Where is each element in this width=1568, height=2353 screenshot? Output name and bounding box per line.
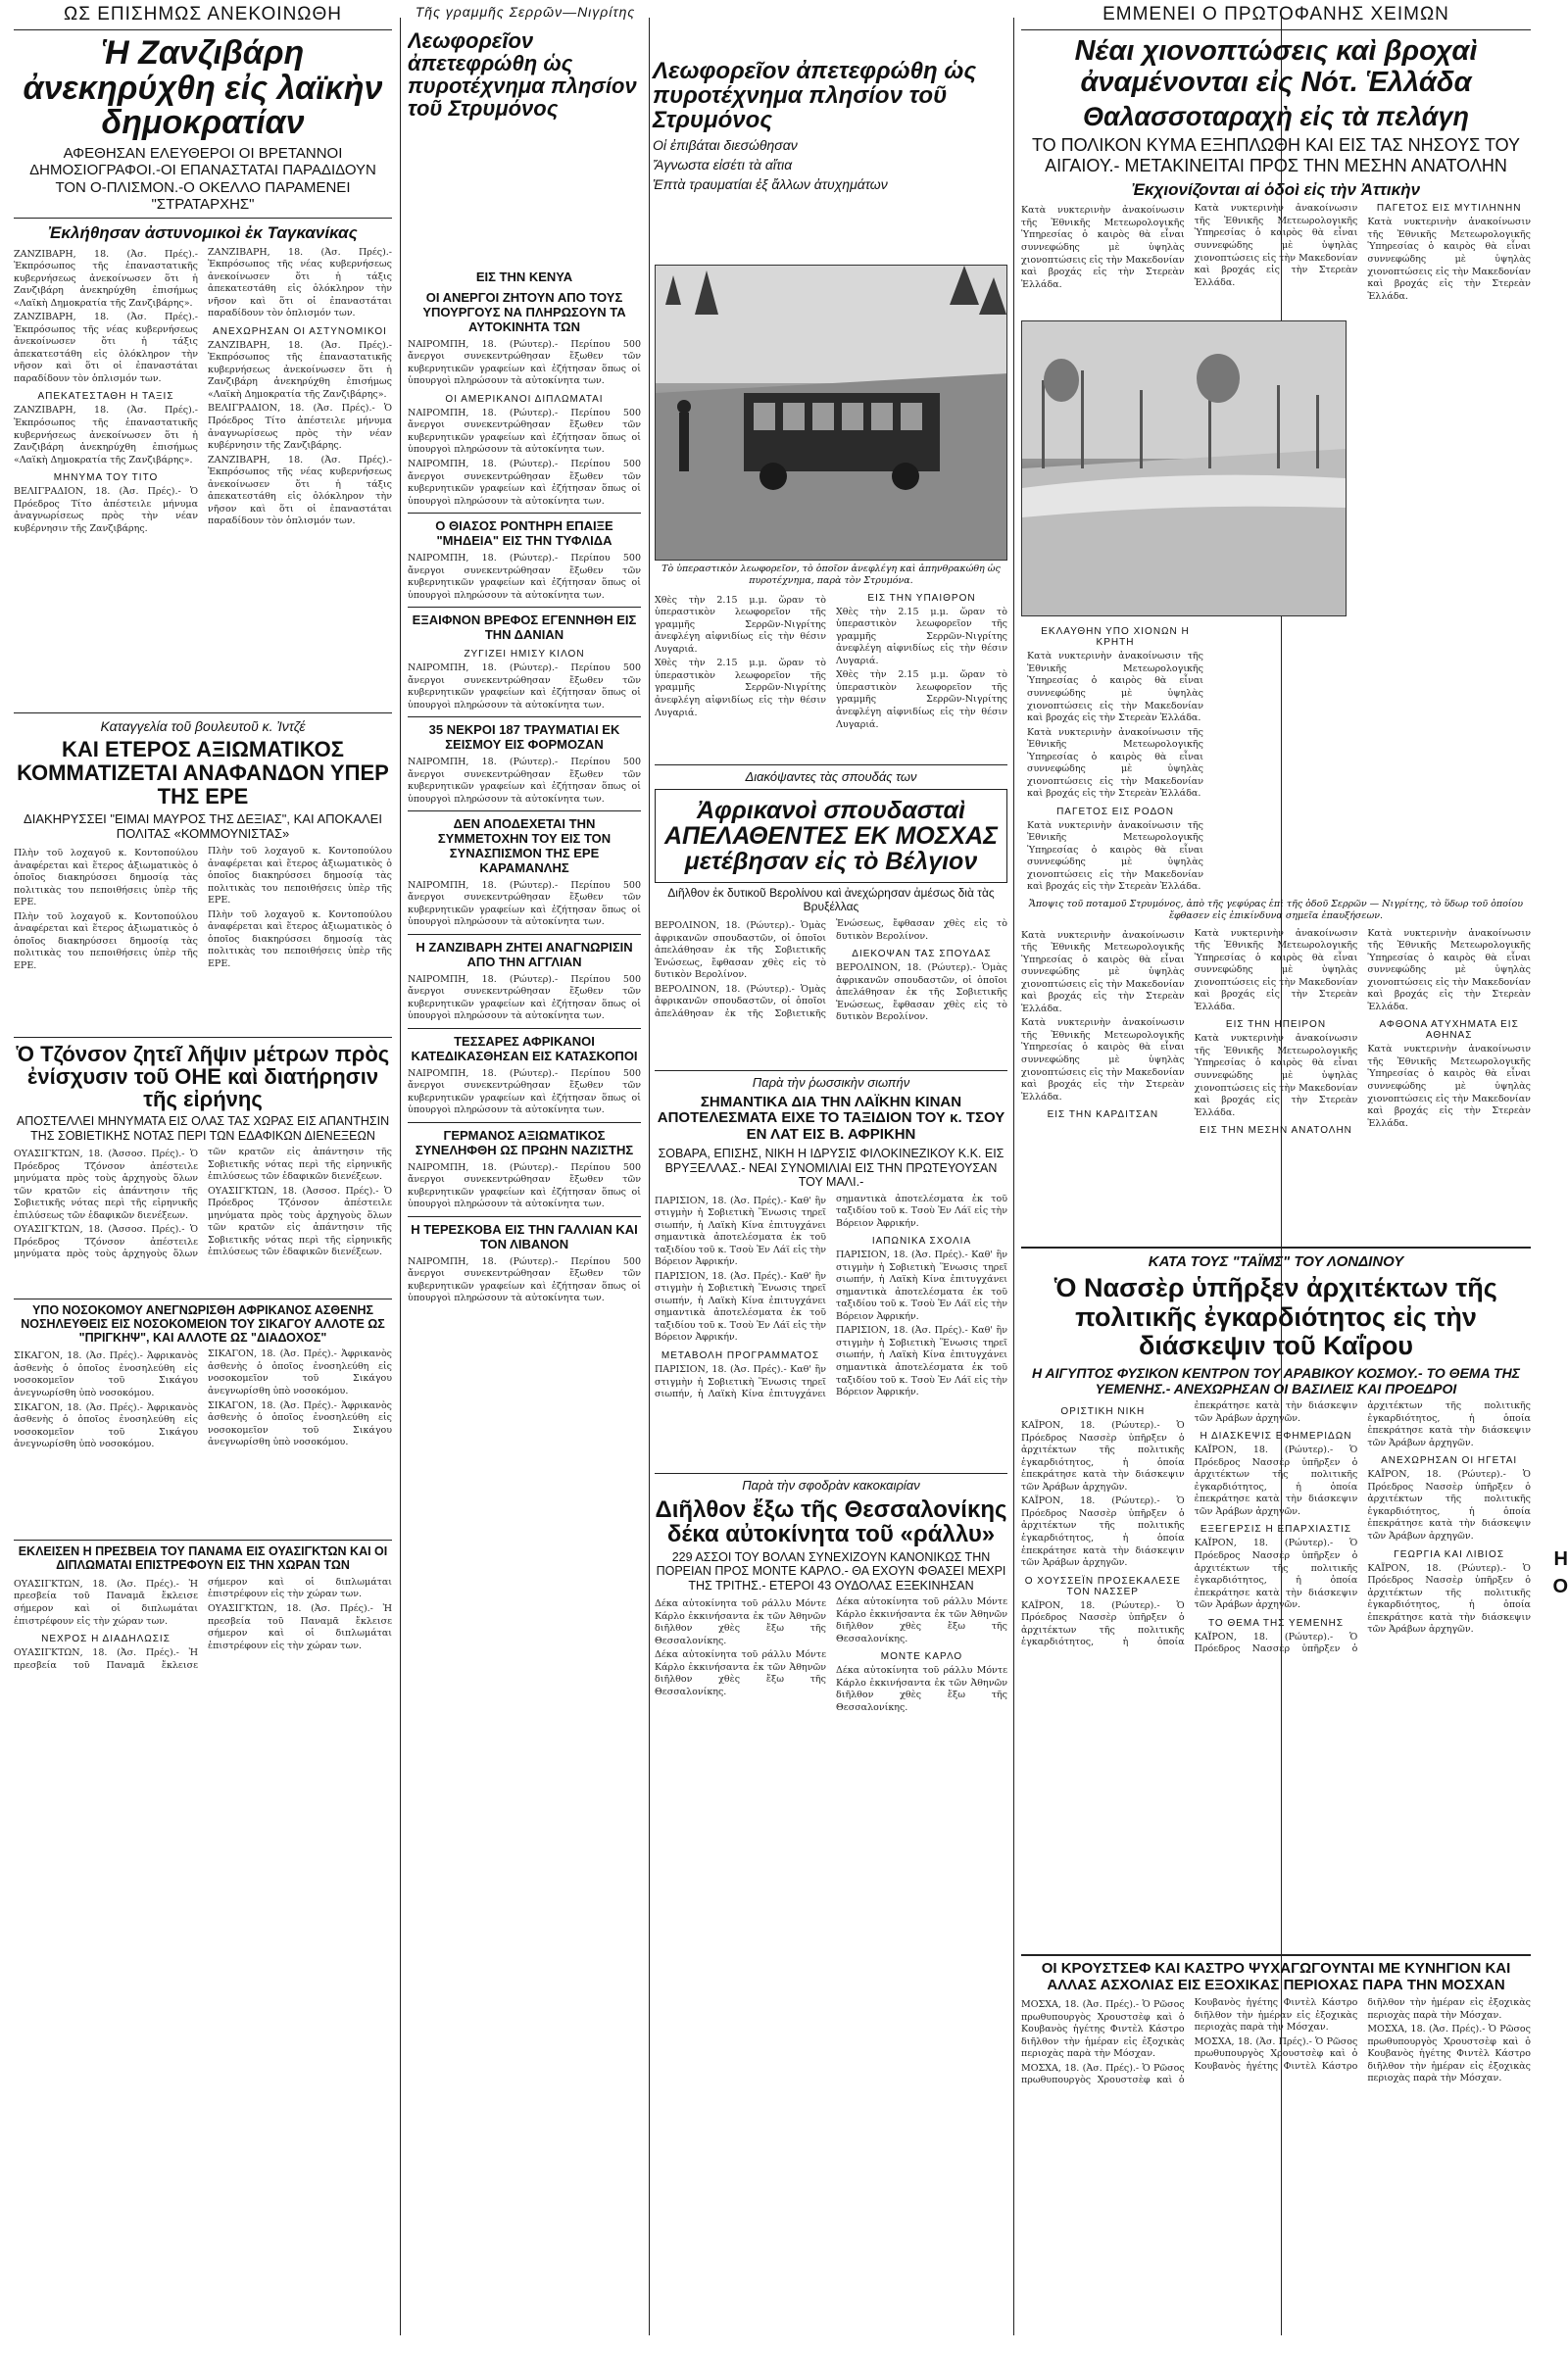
headline-bus-wide: Λεωφορεῖον ἀπετεφρώθη ὡς πυροτέχνημα πλησίον τοῦ Στρυμόνος <box>653 58 977 134</box>
deck-bus-3: Ἑπτὰ τραυματίαι ἐξ ἄλλων ἀτυχημάτων <box>653 175 888 192</box>
section-georgia: ΓΕΩΡΓΙΑ ΚΑΙ ΛΙΒΙΟΣ <box>1394 1548 1504 1560</box>
article-athens-text: Κατὰ νυκτερινὴν ἀνακοίνωσιν τῆς Ἐθνικῆς Μετεωρολογικῆς Ὑπηρεσίας ὁ καιρὸς θὰ εἶναι συννεφώδης μὲ ὑψηλὰς χιονοπτώσεις εἰς τὴν Μακεδονίαν καὶ βροχάς εἰς τὴν Στερεὰν Ἑλλάδα. <box>1367 1044 1531 1129</box>
article-zanzibar-text-5: ΖΑΝΖΙΒΑΡΗ, 18. (Ἀσ. Πρές).- Ἐκπρόσωπος τῆς ἐπαναστατικῆς κυβερνήσεως ἀνεκοίνωσεν ὅτι ἡ Ζανζιβάρη ἀνεκηρύχθη ἐπισήμως «Λαϊκὴ Δημοκρατία τῆς Ζανζιβάρης». <box>208 339 392 400</box>
article-zanzibar-text-7: ΖΑΝΖΙΒΑΡΗ, 18. (Ἀσ. Πρές).- Ἐκπρόσωπος τῆς νέας κυβερνήσεως ἀνεκοίνωσεν ὅτι ἡ τάξις ἀπεκατεστάθη εἰς ὁλόκληρον τὴν νῆσον καὶ ὅτι οἱ ἐπαναστάται παραδίδουν τὸν ὁπλισμόν των. <box>208 454 392 527</box>
article-nasser-text-7: ΚΑΪΡΟΝ, 18. (Ρώυτερ).- Ὁ Πρόεδρος Νασσὲρ ὑπῆρξεν ὁ ἀρχιτέκτων τῆς πολιτικῆς ἐγκαρδιότητος, ἡ ὁποία ἐπεκράτησε κατὰ τὴν διάσκεψιν τῶν Ἀράβων ἀρχηγῶν. <box>1367 1469 1531 1542</box>
brief-diplomats-text: ΝΑΙΡΟΜΠΗ, 18. (Ρώυτερ).- Περίπου 500 ἄνεργοι συνεκεντρώθησαν ἔξωθεν τῶν κυβερνητικῶν γραφείων καὶ ἐζήτησαν ὅπως οἱ ὑπουργοὶ πληρώσουν τὰ αὐτοκίνητα των. <box>408 407 641 456</box>
deck-students: Διῆλθον ἐκ δυτικοῦ Βερολίνου καὶ ἀνεχώρησαν ἀμέσως διὰ τὰς Βρυξέλλας <box>667 886 995 914</box>
column-rule <box>1013 18 1014 2335</box>
article-karditsa-text: Κατὰ νυκτερινὴν ἀνακοίνωσιν τῆς Ἐθνικῆς Μετεωρολογικῆς Ὑπηρεσίας ὁ καιρὸς θὰ εἶναι συννεφώδης μὲ ὑψηλὰς χιονοπτώσεις εἰς τὴν Μακεδονίαν καὶ βροχάς εἰς τὴν Στερεὰν Ἑλλάδα. <box>1194 927 1358 1012</box>
article-weather-text-4: Κατὰ νυκτερινὴν ἀνακοίνωσιν τῆς Ἐθνικῆς Μετεωρολογικῆς Ὑπηρεσίας ὁ καιρὸς θὰ εἶναι συννεφώδης μὲ ὑψηλὰς χιονοπτώσεις εἰς τὴν Μακεδονίαν καὶ βροχάς εἰς τὴν Στερεὰν Ἑλλάδα. <box>1021 929 1185 1014</box>
article-patient-text-2: ΣΙΚΑΓΟΝ, 18. (Ἀσ. Πρές).- Ἀφρικανὸς ἀσθενὴς ὁ ὁποῖος ἐνοσηλεύθη εἰς νοσοκομεῖον τοῦ Σικάγου ἀνεγνωρίσθη ὑπὸ νοσοκόμου. <box>14 1401 198 1450</box>
kicker-times: ΚΑΤΑ ΤΟΥΣ "ΤΑΪΜΣ" ΤΟΥ ΛΟΝΔΙΝΟΥ <box>1148 1252 1404 1270</box>
article-tito-text: ΒΕΛΙΓΡΑΔΙΟΝ, 18. (Ἀσ. Πρές).- Ὁ Πρόεδρος Τίτο ἀπέστειλε μήνυμα ἀναγνωρίσεως πρὸς τὴν νέαν κυβέρνησιν τῆς Ζανζιβάρης. <box>14 486 198 534</box>
deck-polar-wave: ΤΟ ΠΟΛΙΚΟΝ ΚΥΜΑ ΕΞΗΠΛΩΘΗ ΚΑΙ ΕΙΣ ΤΑΣ ΝΗΣΟΥΣ ΤΟΥ ΑΙΓΑΙΟΥ.- ΜΕΤΑΚΙΝΕΙΤΑΙ ΠΡΟΣ ΤΗΝ ΜΕΣΗΝ ΑΝΑΤΟΛΗΝ <box>1031 135 1521 176</box>
article-zanzibar-text: ΖΑΝΖΙΒΑΡΗ, 18. (Ἀσ. Πρές).- Ἐκπρόσωπος τῆς ἐπαναστατικῆς κυβερνήσεως ἀνεκοίνωσεν ὅτι ἡ Ζανζιβάρη ἀνεκηρύχθη ἐπισήμως «Λαϊκὴ Δημοκρατία τῆς Ζανζιβάρης». <box>14 248 198 309</box>
headline-rough-seas: Θαλασσοταραχὴ εἰς τὰ πελάγη <box>1082 101 1470 131</box>
deck-bus-2: Ἄγνωστα εἰσέτι τὰ αἴτια <box>653 156 793 172</box>
article-panama-text-3: ΟΥΑΣΙΓΚΤΩΝ, 18. (Ἀσ. Πρές).- Ἡ πρεσβεία τοῦ Παναμᾶ ἔκλεισε σήμερον καὶ οἱ διπλωμάται ἐπιστρέφουν εἰς τὴν χώραν των. <box>208 1602 392 1651</box>
brief-karamanlis-text: ΝΑΙΡΟΜΠΗ, 18. (Ρώυτερ).- Περίπου 500 ἄνεργοι συνεκεντρώθησαν ἔξωθεν τῶν κυβερνητικῶν γραφείων καὶ ἐζήτησαν ὅπως οἱ ὑπουργοὶ πληρώσουν τὰ αὐτοκίνητα των. <box>408 879 641 928</box>
article-patient-text: ΣΙΚΑΓΟΝ, 18. (Ἀσ. Πρές).- Ἀφρικανὸς ἀσθενὴς ὁ ὁποῖος ἐνοσηλεύθη εἰς νοσοκομεῖον τοῦ Σικάγου ἀνεγνωρίσθη ὑπὸ νοσοκόμου. <box>14 1350 198 1399</box>
article-johnson-text-2: ΟΥΑΣΙΓΚΤΩΝ, 18. (Ἀσσοσ. Πρές).- Ὁ Πρόεδρος Τζόνσον ἀπέστειλε μηνύματα πρὸς τοὺς ἀρχηγοὺς ὅλων τῶν κρατῶν εἰς ἀπάντησιν τῆς Σοβιετικῆς νότας περὶ τῆς εἰρηνικῆς ἐπιλύσεως τῶν ἐδαφικῶν διενέξεων. <box>14 1147 392 1260</box>
article-zanzibar-text-4: ΖΑΝΖΙΒΑΡΗ, 18. (Ἀσ. Πρές).- Ἐκπρόσωπος τῆς νέας κυβερνήσεως ἀνεκοίνωσεν ὅτι ἡ τάξις ἀπεκατεστάθη εἰς ὁλόκληρον τὴν νῆσον καὶ ὅτι οἱ ἐπαναστάται παραδίδουν τὸν ὁπλισμόν των. <box>208 246 392 319</box>
kicker-zanzibar: ΩΣ ΕΠΙΣΗΜΩΣ ΑΝΕΚΟΙΝΩΘΗ <box>14 0 392 30</box>
brief-tereshkova: Η ΤΕΡΕΣΚΟΒΑ ΕΙΣ ΤΗΝ ΓΑΛΛΙΑΝ ΚΑΙ ΤΟΝ ΛΙΒΑΝΟΝ <box>411 1222 638 1251</box>
brief-karamanlis: ΔΕΝ ΑΠΟΔΕΧΕΤΑΙ ΤΗΝ ΣΥΜΜΕΤΟΧΗΝ ΤΟΥ ΕΙΣ ΤΟΝ ΣΥΝΑΣΠΙΣΜΟΝ ΤΗΣ ΕΡΕ ΚΑΡΑΜΑΝΛΗΣ <box>437 816 612 875</box>
article-bus-text: Χθὲς τὴν 2.15 μ.μ. ὥραν τὸ ὑπεραστικὸν λεωφορεῖον τῆς γραμμῆς Σερρῶν-Νιγρίτης ἀνεφλέγη αἰφνιδίως εἰς τὴν θέσιν Λυγαριά. <box>655 594 826 655</box>
article-students-text: ΒΕΡΟΛΙΝΟΝ, 18. (Ρώυτερ).- Ὁμὰς ἀφρικανῶν σπουδαστῶν, οἱ ὁποῖοι ἀπελάθησαν ἐκ τῆς Σοβιετικῆς Ἑνώσεως, ἔφθασαν χθὲς εἰς τὸ δυτικὸν Βερολίνον. <box>655 920 826 981</box>
article-panama-text: ΟΥΑΣΙΓΚΤΩΝ, 18. (Ἀσ. Πρές).- Ἡ πρεσβεία τοῦ Παναμᾶ ἔκλεισε σήμερον καὶ οἱ διπλωμάται ἐπιστρέφουν εἰς τὴν χώραν των. <box>14 1578 198 1627</box>
article-crete-text: Κατὰ νυκτερινὴν ἀνακοίνωσιν τῆς Ἐθνικῆς Μετεωρολογικῆς Ὑπηρεσίας ὁ καιρὸς θὰ εἶναι συννεφώδης μὲ ὑψηλὰς χιονοπτώσεις εἰς τὴν Μακεδονίαν καὶ βροχάς εἰς τὴν Στερεὰν Ἑλλάδα. <box>1027 651 1203 724</box>
article-china-text-5: ΠΑΡΙΣΙΟΝ, 18. (Ἀσ. Πρές).- Καθ' ἣν στιγμὴν ἡ Σοβιετικὴ Ἕνωσις τηρεῖ σιωπήν, ἡ Λαϊκὴ Κίνα ἐπιτυγχάνει σημαντικὰ ἀποτελέσματα ἐκ τοῦ ταξιδίου τοῦ κ. Τσοὺ Ἐν Λάϊ εἰς τὴν Βόρειον Ἀφρικήν. <box>836 1325 1007 1398</box>
section-final-victory: ΟΡΙΣΤΙΚΗ ΝΙΚΗ <box>1060 1406 1146 1418</box>
column-center-left-briefs <box>408 265 641 2353</box>
article-khrushchev-text-4: ΜΟΣΧΑ, 18. (Ἀσ. Πρές).- Ὁ Ρῶσος πρωθυπουργὸς Χρουστσὲφ καὶ ὁ Κουβανὸς ἡγέτης Φιντὲλ Κάστρο διῆλθον τὴν ἡμέραν εἰς ἐξοχικὰς περιοχὰς παρὰ τὴν Μόσχαν. <box>1367 2024 1531 2084</box>
deck-nasser: Η ΑΙΓΥΠΤΟΣ ΦΥΣΙΚΟΝ ΚΕΝΤΡΟΝ ΤΟΥ ΑΡΑΒΙΚΟΥ ΚΟΣΜΟΥ.- ΤΟ ΘΕΜΑ ΤΗΣ ΥΕΜΕΝΗΣ.- ΑΝΕΧΩΡΗΣΑΝ ΟΙ ΒΑΣΙΛΕΙΣ ΚΑΙ ΠΡΟΕΔΡΟΙ <box>1032 1365 1520 1397</box>
deck-bus-1: Οἱ ἐπιβάται διεσώθησαν <box>653 136 798 153</box>
section-accidents-athens: ΑΦΘΟΝΑ ΑΤΥΧΗΜΑΤΑ ΕΙΣ ΑΘΗΝΑΣ <box>1379 1019 1519 1042</box>
section-monte-carlo: ΜΟΝΤΕ ΚΑΡΛΟ <box>880 1651 963 1663</box>
article-nasser-text-8: ΚΑΪΡΟΝ, 18. (Ρώυτερ).- Ὁ Πρόεδρος Νασσὲρ ὑπῆρξεν ὁ ἀρχιτέκτων τῆς πολιτικῆς ἐγκαρδιότητος, ἡ ὁποία ἐπεκράτησε κατὰ τὴν διάσκεψιν τῶν Ἀράβων ἀρχηγῶν. <box>1367 1562 1531 1636</box>
kicker-winter: ΕΜΜΕΝΕΙ Ο ΠΡΩΤΟΦΑΝΗΣ ΧΕΙΜΩΝ <box>1021 0 1531 30</box>
article-nasser-text-4: ΚΑΪΡΟΝ, 18. (Ρώυτερ).- Ὁ Πρόεδρος Νασσὲρ ὑπῆρξεν ὁ ἀρχιτέκτων τῆς πολιτικῆς ἐγκαρδιότητος, ἡ ὁποία ἐπεκράτησε κατὰ τὴν διάσκεψιν τῶν Ἀράβων ἀρχηγῶν. <box>1194 1445 1358 1517</box>
headline-snow: Νέαι χιονοπτώσεις καὶ βροχαὶ ἀναμένονται εἰς Νότ. Ἑλλάδα <box>1074 35 1478 98</box>
article-johnson-text-3: ΟΥΑΣΙΓΚΤΩΝ, 18. (Ἀσσοσ. Πρές).- Ὁ Πρόεδρος Τζόνσον ἀπέστειλε μηνύματα πρὸς τοὺς ἀρχηγοὺς ὅλων τῶν κρατῶν εἰς ἀπάντησιν τῆς Σοβιετικῆς νότας περὶ τῆς εἰρηνικῆς ἐπιλύσεως τῶν ἐδαφικῶν διενέξεων. <box>208 1185 392 1258</box>
brief-kenya-text: ΝΑΙΡΟΜΠΗ, 18. (Ρώυτερ).- Περίπου 500 ἄνεργοι συνεκεντρώθησαν ἔξωθεν τῶν κυβερνητικῶν γραφείων καὶ ἐζήτησαν ὅπως οἱ ὑπουργοὶ πληρώσουν τὰ αὐτοκίνητα των. <box>408 338 641 387</box>
brief-baby: ΕΞΑΙΦΝΟΝ ΒΡΕΦΟΣ ΕΓΕΝΝΗΘΗ ΕΙΣ ΤΗΝ ΔΑΝΙΑΝ <box>412 613 637 643</box>
article-nasser-text-3: ΚΑΪΡΟΝ, 18. (Ρώυτερ).- Ὁ Πρόεδρος Νασσὲρ ὑπῆρξεν ὁ ἀρχιτέκτων τῆς πολιτικῆς ἐγκαρδιότητος, ἡ ὁποία ἐπεκράτησε κατὰ τὴν διάσκεψιν τῶν Ἀράβων ἀρχηγῶν. <box>1021 1400 1358 1648</box>
section-program-change: ΜΕΤΑΒΟΛΗ ΠΡΟΓΡΑΜΜΑΤΟΣ <box>661 1349 820 1361</box>
article-rally-text-4: Δέκα αὐτοκίνητα τοῦ ράλλυ Μόντε Κάρλο ἐκκινήσαντα ἐκ τῶν Ἀθηνῶν διῆλθον χθὲς ἔξω τῆς Θεσσαλονίκης. <box>836 1665 1007 1713</box>
article-rhodes-text: Κατὰ νυκτερινὴν ἀνακοίνωσιν τῆς Ἐθνικῆς Μετεωρολογικῆς Ὑπηρεσίας ὁ καιρὸς θὰ εἶναι συννεφώδης μὲ ὑψηλὰς χιονοπτώσεις εἰς τὴν Μακεδονίαν καὶ βροχάς εἰς τὴν Στερεὰν Ἑλλάδα. <box>1027 819 1203 893</box>
headline-china: ΣΗΜΑΝΤΙΚΑ ΔΙΑ ΤΗΝ ΛΑΪΚΗΝ ΚΙΝΑΝ ΑΠΟΤΕΛΕΣΜΑΤΑ ΕΙΧΕ ΤΟ ΤΑΞΙΔΙΟΝ ΤΟΥ κ. ΤΣΟΥ ΕΝ ΛΑΤ ΕΙΣ Β. ΑΦΡΙΚΗΝ <box>657 1093 1005 1143</box>
photo-strymon-river <box>1021 320 1347 616</box>
brief-medea-text: ΝΑΙΡΟΜΠΗ, 18. (Ρώυτερ).- Περίπου 500 ἄνεργοι συνεκεντρώθησαν ἔξωθεν τῶν κυβερνητικῶν γραφείων καὶ ἐζήτησαν ὅπως οἱ ὑπουργοὶ πληρώσουν τὰ αὐτοκίνητα των. <box>408 553 641 601</box>
brief-diplomats-text-2: ΝΑΙΡΟΜΠΗ, 18. (Ρώυτερ).- Περίπου 500 ἄνεργοι συνεκεντρώθησαν ἔξωθεν τῶν κυβερνητικῶν γραφείων καὶ ἐζήτησαν ὅπως οἱ ὑπουργοὶ πληρώσουν τὰ αὐτοκίνητα των. <box>408 459 641 507</box>
section-countryside: ΕΙΣ ΤΗΝ ΥΠΑΙΘΡΟΝ <box>867 592 976 604</box>
article-weather-text-2: Κατὰ νυκτερινὴν ἀνακοίνωσιν τῆς Ἐθνικῆς Μετεωρολογικῆς Ὑπηρεσίας ὁ καιρὸς θὰ εἶναι συννεφώδης μὲ ὑψηλὰς χιονοπτώσεις εἰς τὴν Μακεδονίαν καὶ βροχάς εἰς τὴν Στερεὰν Ἑλλάδα. <box>1194 203 1358 288</box>
article-khrushchev-text-3: ΜΟΣΧΑ, 18. (Ἀσ. Πρές).- Ὁ Ρῶσος πρωθυπουργὸς Χρουστσὲφ καὶ ὁ Κουβανὸς ἡγέτης Φιντὲλ Κάστρο διῆλθον τὴν ἡμέραν εἰς ἐξοχικὰς περιοχὰς παρὰ τὴν Μόσχαν. <box>1194 1997 1531 2072</box>
deck-officer: ΔΙΑΚΗΡΥΣΣΕΙ "ΕΙΜΑΙ ΜΑΥΡΟΣ ΤΗΣ ΔΕΞΙΑΣ", ΚΑΙ ΑΠΟΚΑΛΕΙ ΠΟΛΙΤΑΣ «ΚΟΜΜΟΥΝΙΣΤΑΣ» <box>24 811 382 842</box>
deck-johnson: ΑΠΟΣΤΕΛΛΕΙ ΜΗΝΥΜΑΤΑ ΕΙΣ ΟΛΑΣ ΤΑΣ ΧΩΡΑΣ ΕΙΣ ΑΠΑΝΤΗΣΙΝ ΤΗΣ ΣΟΒΙΕΤΙΚΗΣ ΝΟΤΑΣ ΠΕΡΙ ΤΩΝ ΕΔΑΦΙΚΩΝ ΔΙΕΝΕΞΕΩΝ <box>16 1114 390 1143</box>
section-tito-message: ΜΗΝΥΜΑ ΤΟΥ ΤΙΤΟ <box>53 472 159 484</box>
headline-african-patient: ΥΠΟ ΝΟΣΟΚΟΜΟΥ ΑΝΕΓΝΩΡΙΣΘΗ ΑΦΡΙΚΑΝΟΣ ΑΣΘΕΝΗΣ ΝΟΣΗΛΕΥΘΕΙΣ ΕΙΣ ΝΟΣΟΚΟΜΕΙΟΝ ΤΟΥ ΣΙΚΑΓΟΥ ΑΛΛΟΤΕ ΩΣ "ΠΡΙΓΚΗΨ", ΚΑΙ ΑΛΛΟΤΕ ΩΣ "ΔΙΑΔΟΧΟΣ" <box>21 1303 385 1345</box>
column-right <box>1021 0 1531 2353</box>
article-zanzibar-text-2: ΖΑΝΖΙΒΑΡΗ, 18. (Ἀσ. Πρές).- Ἐκπρόσωπος τῆς νέας κυβερνήσεως ἀνεκοίνωσεν ὅτι ἡ τάξις ἀπεκατεστάθη εἰς ὁλόκληρον τὴν νῆσον καὶ ὅτι οἱ ἐπαναστάται παραδίδουν τὸν ὁπλισμόν των. <box>14 312 198 384</box>
article-officer-text-2: Πλὴν τοῦ λοχαγοῦ κ. Κοντοπούλου ἀναφέρεται καὶ ἕτερος ἀξιωματικὸς ὁ ὁποῖος διακηρύσσει δημοσίᾳ τὰς πολιτικὰς του πεποιθήσεις ὑπὲρ τῆς ΕΡΕ. <box>14 910 198 971</box>
article-crete-text-2: Κατὰ νυκτερινὴν ἀνακοίνωσιν τῆς Ἐθνικῆς Μετεωρολογικῆς Ὑπηρεσίας ὁ καιρὸς θὰ εἶναι συννεφώδης μὲ ὑψηλὰς χιονοπτώσεις εἰς τὴν Μακεδονίαν καὶ βροχάς εἰς τὴν Στερεὰν Ἑλλάδα. <box>1027 726 1203 800</box>
headline-khrushchev-castro: ΟΙ ΚΡΟΥΣΤΣΕΦ ΚΑΙ ΚΑΣΤΡΟ ΨΥΧΑΓΩΓΟΥΝΤΑΙ ΜΕ ΚΥΝΗΓΙΟΝ ΚΑΙ ΑΛΛΑΣ ΑΣΧΟΛΙΑΣ ΕΙΣ ΕΞΟΧΙΚΑΣ ΠΕΡΙΟΧΑΣ ΠΑΡΑ ΤΗΝ ΜΟΣΧΑΝ <box>1041 1960 1511 1993</box>
section-hussein-invite: Ο ΧΟΥΣΣΕΪΝ ΠΡΟΣΕΚΑΛΕΣΕ ΤΟΝ ΝΑΣΣΕΡ <box>1024 1575 1181 1597</box>
section-japanese-comments: ΙΑΠΩΝΙΚΑ ΣΧΟΛΙΑ <box>871 1236 972 1248</box>
article-officer-text-3: Πλὴν τοῦ λοχαγοῦ κ. Κοντοπούλου ἀναφέρεται καὶ ἕτερος ἀξιωματικὸς ὁ ὁποῖος διακηρύσσει δημοσίᾳ τὰς πολιτικὰς του πεποιθήσεις ὑπὲρ τῆς ΕΡΕ. <box>208 846 392 907</box>
headline-rally: Διῆλθον ἔξω τῆς Θεσσαλονίκης δέκα αὐτοκίνητα τοῦ «ράλλυ» <box>655 1495 1007 1547</box>
brief-earthquake-text: ΝΑΙΡΟΜΠΗ, 18. (Ρώυτερ).- Περίπου 500 ἄνεργοι συνεκεντρώθησαν ἔξωθεν τῶν κυβερνητικῶν γραφείων καὶ ἐζήτησαν ὅπως οἱ ὑπουργοὶ πληρώσουν τὰ αὐτοκίνητα των. <box>408 757 641 805</box>
section-order-restored: ΑΠΕΚΑΤΕΣΤΑΘΗ Η ΤΑΞΙΣ <box>37 391 174 403</box>
brief-spies-text: ΝΑΙΡΟΜΠΗ, 18. (Ρώυτερ).- Περίπου 500 ἄνεργοι συνεκεντρώθησαν ἔξωθεν τῶν κυβερνητικῶν γραφείων καὶ ἐζήτησαν ὅπως οἱ ὑπουργοὶ πληρώσουν τὰ αὐτοκίνητα των. <box>408 1067 641 1116</box>
photo-strymon-caption: Ἄποψις τοῦ ποταμοῦ Στρυμόνος, ἀπὸ τῆς γεφύρας ἐπὶ τῆς ὁδοῦ Σερρῶν — Νιγρίτης, τὸ ὕδωρ τοῦ ὁποίου ἔφθασεν εἰς ἐπικίνδυνα σημεῖα ἐπαυξήσεων. <box>1028 898 1524 921</box>
section-leaders-left: ΑΝΕΧΩΡΗΣΑΝ ΟΙ ΗΓΕΤΑΙ <box>1381 1455 1518 1467</box>
section-studies: ΔΙΕΚΟΨΑΝ ΤΑΣ ΣΠΟΥΔΑΣ <box>852 949 992 960</box>
column-rule <box>400 18 401 2335</box>
article-bus-text-2: Χθὲς τὴν 2.15 μ.μ. ὥραν τὸ ὑπεραστικὸν λεωφορεῖον τῆς γραμμῆς Σερρῶν-Νιγρίτης ἀνεφλέγη αἰφνιδίως εἰς τὴν θέσιν Λυγαριά. <box>655 658 826 718</box>
article-china-text-4: ΠΑΡΙΣΙΟΝ, 18. (Ἀσ. Πρές).- Καθ' ἣν στιγμὴν ἡ Σοβιετικὴ Ἕνωσις τηρεῖ σιωπήν, ἡ Λαϊκὴ Κίνα ἐπιτυγχάνει σημαντικὰ ἀποτελέσματα ἐκ τοῦ ταξιδίου τοῦ κ. Τσοὺ Ἐν Λάϊ εἰς τὴν Βόρειον Ἀφρικήν. <box>836 1250 1007 1322</box>
article-bus-text-4: Χθὲς τὴν 2.15 μ.μ. ὥραν τὸ ὑπεραστικὸν λεωφορεῖον τῆς γραμμῆς Σερρῶν-Νιγρίτης ἀνεφλέγη αἰφνιδίως εἰς τὴν θέσιν Λυγαριά. <box>836 669 1007 730</box>
article-students-text-2: ΒΕΡΟΛΙΝΟΝ, 18. (Ρώυτερ).- Ὁμὰς ἀφρικανῶν σπουδαστῶν, οἱ ὁποῖοι ἀπελάθησαν ἐκ τῆς Σοβιετικῆς Ἑνώσεως, ἔφθασαν χθὲς εἰς τὸ δυτικὸν Βερολίνον. <box>655 918 1007 1019</box>
photo-bus-caption: Τὸ ὑπεραστικὸν λεωφορεῖον, τὸ ὁποῖον ἀνεφλέγη καὶ ἀπηνθρακώθη ὡς πυροτέχνημα, παρὰ τὸν Στρυμόνα. <box>662 564 1001 586</box>
section-demonstration: ΝΕΧΡΟΣ Η ΔΙΑΔΗΛΩΣΙΣ <box>41 1634 171 1645</box>
brief-medea: Ο ΘΙΑΣΟΣ ΡΟΝΤΗΡΗ ΕΠΑΙΞΕ "ΜΗΔΕΙΑ" ΕΙΣ ΤΗΝ ΤΥΦΛΙΔΑ <box>435 518 613 549</box>
article-zanzibar-text-6: ΒΕΛΙΓΡΑΔΙΟΝ, 18. (Ἀσ. Πρές).- Ὁ Πρόεδρος Τίτο ἀπέστειλε μήνυμα ἀναγνωρίσεως πρὸς τὴν νέαν κυβέρνησιν τῆς Ζανζιβάρης. <box>208 403 392 452</box>
article-officer-text: Πλὴν τοῦ λοχαγοῦ κ. Κοντοπούλου ἀναφέρεται καὶ ἕτερος ἀξιωματικὸς ὁ ὁποῖος διακηρύσσει δημοσίᾳ τὰς πολιτικὰς του πεποιθήσεις ὑπὲρ τῆς ΕΡΕ. <box>14 848 198 908</box>
article-middleeast-text: Κατὰ νυκτερινὴν ἀνακοίνωσιν τῆς Ἐθνικῆς Μετεωρολογικῆς Ὑπηρεσίας ὁ καιρὸς θὰ εἶναι συννεφώδης μὲ ὑψηλὰς χιονοπτώσεις εἰς τὴν Μακεδονίαν καὶ βροχάς εἰς τὴν Στερεὰν Ἑλλάδα. <box>1367 927 1531 1012</box>
section-karditsa: ΕΙΣ ΤΗΝ ΚΑΡΔΙΤΣΑΝ <box>1047 1109 1159 1121</box>
brief-zanzibar-recognition: Η ΖΑΝΖΙΒΑΡΗ ΖΗΤΕΙ ΑΝΑΓΝΩΡΙΣΙΝ ΑΠΟ ΤΗΝ ΑΓΓΛΙΑΝ <box>416 940 633 969</box>
headline-nasser: Ὁ Νασσὲρ ὑπῆρξεν ἀρχιτέκτων τῆς πολιτικῆς ἐγκαρδιότητος εἰς τὴν διάσκεψιν τοῦ Καΐρου <box>1054 1272 1497 1361</box>
deck-zanzibar: ΑΦΕΘΗΣΑΝ ΕΛΕΥΘΕΡΟΙ ΟΙ ΒΡΕΤΑΝΝΟΙ ΔΗΜΟΣΙΟΓΡΑΦΟΙ.-ΟΙ ΕΠΑΝΑΣΤΑΤΑΙ ΠΑΡΑΔΙΔΟΥΝ ΤΟΝ Ο-ΠΛΙΣΜΟΝ.-Ο ΟΚΕΛΛΟ ΠΑΡΑΜΕΝΕΙ "ΣΤΡΑΤΑΡΧΗΣ" <box>29 145 376 213</box>
kicker-rally: Παρὰ τὴν σφοδρὰν κακοκαιρίαν <box>742 1477 920 1493</box>
section-uprising: ΕΞΕΓΕΡΣΙΣ Η ΕΠΑΡΧΙΑΣΤΙΣ <box>1200 1524 1352 1536</box>
article-rally-text-3: Δέκα αὐτοκίνητα τοῦ ράλλυ Μόντε Κάρλο ἐκκινήσαντα ἐκ τῶν Ἀθηνῶν διῆλθον χθὲς ἔξω τῆς Θεσσαλονίκης. <box>836 1596 1007 1644</box>
article-nasser-text-6: ΚΑΪΡΟΝ, 18. (Ρώυτερ).- Ὁ Πρόεδρος Νασσὲρ ὑπῆρξεν ὁ ἀρχιτέκτων τῆς πολιτικῆς ἐγκαρδιότητος, ἡ ὁποία ἐπεκράτησε κατὰ τὴν διάσκεψιν τῶν Ἀράβων ἀρχηγῶν. <box>1194 1400 1531 1655</box>
article-nasser-text: ΚΑΪΡΟΝ, 18. (Ρώυτερ).- Ὁ Πρόεδρος Νασσὲρ ὑπῆρξεν ὁ ἀρχιτέκτων τῆς πολιτικῆς ἐγκαρδιότητος, ἡ ὁποία ἐπεκράτησε κατὰ τὴν διάσκεψιν τῶν Ἀράβων ἀρχηγῶν. <box>1021 1420 1185 1493</box>
brief-german-text: ΝΑΙΡΟΜΠΗ, 18. (Ρώυτερ).- Περίπου 500 ἄνεργοι συνεκεντρώθησαν ἔξωθεν τῶν κυβερνητικῶν γραφείων καὶ ἐζήτησαν ὅπως οἱ ὑπουργοὶ πληρώσουν τὰ αὐτοκίνητα των. <box>408 1161 641 1210</box>
brief-zanzibar-text: ΝΑΙΡΟΜΠΗ, 18. (Ρώυτερ).- Περίπου 500 ἄνεργοι συνεκεντρώθησαν ἔξωθεν τῶν κυβερνητικῶν γραφείων καὶ ἐζήτησαν ὅπως οἱ ὑπουργοὶ πληρώσουν τὰ αὐτοκίνητα των. <box>408 973 641 1022</box>
brief-spies: ΤΕΣΣΑΡΕΣ ΑΦΡΙΚΑΝΟΙ ΚΑΤΕΔΙΚΑΣΘΗΣΑΝ ΕΙΣ ΚΑΤΑΣΚΟΠΟΙ <box>411 1034 638 1063</box>
article-patient-text-3: ΣΙΚΑΓΟΝ, 18. (Ἀσ. Πρές).- Ἀφρικανὸς ἀσθενὴς ὁ ὁποῖος ἐνοσηλεύθη εἰς νοσοκομεῖον τοῦ Σικάγου ἀνεγνωρίσθη ὑπὸ νοσοκόμου. <box>208 1348 392 1397</box>
article-weather-text: Κατὰ νυκτερινὴν ἀνακοίνωσιν τῆς Ἐθνικῆς Μετεωρολογικῆς Ὑπηρεσίας ὁ καιρὸς θὰ εἶναι συννεφώδης μὲ ὑψηλὰς χιονοπτώσεις εἰς τὴν Μακεδονίαν καὶ βροχάς εἰς τὴν Στερεὰν Ἑλλάδα. <box>1021 205 1185 290</box>
article-khrushchev-text: ΜΟΣΧΑ, 18. (Ἀσ. Πρές).- Ὁ Ρῶσος πρωθυπουργὸς Χρουστσὲφ καὶ ὁ Κουβανὸς ἡγέτης Φιντὲλ Κάστρο διῆλθον τὴν ἡμέραν εἰς ἐξοχικὰς περιοχὰς παρὰ τὴν Μόσχαν. <box>1021 1999 1185 2060</box>
article-rally-text-2: Δέκα αὐτοκίνητα τοῦ ράλλυ Μόντε Κάρλο ἐκκινήσαντα ἐκ τῶν Ἀθηνῶν διῆλθον χθὲς ἔξω τῆς Θεσσαλονίκης. <box>655 1649 826 1697</box>
article-weather-text-5: Κατὰ νυκτερινὴν ἀνακοίνωσιν τῆς Ἐθνικῆς Μετεωρολογικῆς Ὑπηρεσίας ὁ καιρὸς θὰ εἶναι συννεφώδης μὲ ὑψηλὰς χιονοπτώσεις εἰς τὴν Μακεδονίαν καὶ βροχάς εἰς τὴν Στερεὰν Ἑλλάδα. <box>1021 1017 1185 1103</box>
article-bus-text-3: Χθὲς τὴν 2.15 μ.μ. ὥραν τὸ ὑπεραστικὸν λεωφορεῖον τῆς γραμμῆς Σερρῶν-Νιγρίτης ἀνεφλέγη αἰφνιδίως εἰς τὴν θέσιν Λυγαριά. <box>836 606 1007 666</box>
headline-students: Ἀφρικανοὶ σπουδασταὶ ΑΠΕΛΑΘΕΝΤΕΣ ΕΚ ΜΟΣΧΑΣ μετέβησαν εἰς τὸ Βέλγιον <box>664 796 998 876</box>
section-frost-rhodes: ΠΑΓΕΤΟΣ ΕΙΣ ΡΟΔΟΝ <box>1056 806 1174 817</box>
headline-zanzibar: Ἡ Ζανζιβάρη ἀνεκηρύχθη εἰς λαϊκὴν δημοκρατίαν <box>23 34 383 142</box>
article-students-text-3: ΒΕΡΟΛΙΝΟΝ, 18. (Ρώυτερ).- Ὁμὰς ἀφρικανῶν σπουδαστῶν, οἱ ὁποῖοι ἀπελάθησαν ἐκ τῆς Σοβιετικῆς Ἑνώσεως, ἔφθασαν χθὲς εἰς τὸ δυτικὸν Βερολίνον. <box>836 962 1007 1023</box>
article-patient-text-4: ΣΙΚΑΓΟΝ, 18. (Ἀσ. Πρές).- Ἀφρικανὸς ἀσθενὴς ὁ ὁποῖος ἐνοσηλεύθη εἰς νοσοκομεῖον τοῦ Σικάγου ἀνεγνωρίσθη ὑπὸ νοσοκόμου. <box>208 1399 392 1448</box>
section-crete-snow: ΕΚΛΑΥΘΗΝ ΥΠΟ ΧΙΟΝΩΝ Η ΚΡΗΤΗ <box>1041 626 1190 649</box>
article-khrushchev-text-2: ΜΟΣΧΑ, 18. (Ἀσ. Πρές).- Ὁ Ρῶσος πρωθυπουργὸς Χρουστσὲφ καὶ ὁ Κουβανὸς ἡγέτης Φιντὲλ Κάστρο διῆλθον τὴν ἡμέραν εἰς ἐξοχικὰς περιοχὰς παρὰ τὴν Μόσχαν. <box>1021 1997 1358 2086</box>
article-rally-text: Δέκα αὐτοκίνητα τοῦ ράλλυ Μόντε Κάρλο ἐκκινήσαντα ἐκ τῶν Ἀθηνῶν διῆλθον χθὲς ἔξω τῆς Θεσσαλονίκης. <box>655 1598 826 1646</box>
article-nasser-text-2: ΚΑΪΡΟΝ, 18. (Ρώυτερ).- Ὁ Πρόεδρος Νασσὲρ ὑπῆρξεν ὁ ἀρχιτέκτων τῆς πολιτικῆς ἐγκαρδιότητος, ἡ ὁποία ἐπεκράτησε κατὰ τὴν διάσκεψιν τῶν Ἀράβων ἀρχηγῶν. <box>1021 1495 1185 1569</box>
photo-burned-bus <box>655 265 1007 561</box>
article-china-text-2: ΠΑΡΙΣΙΟΝ, 18. (Ἀσ. Πρές).- Καθ' ἣν στιγμὴν ἡ Σοβιετικὴ Ἕνωσις τηρεῖ σιωπήν, ἡ Λαϊκὴ Κίνα ἐπιτυγχάνει σημαντικὰ ἀποτελέσματα ἐκ τοῦ ταξιδίου τοῦ κ. Τσοὺ Ἐν Λάϊ εἰς τὴν Βόρειον Ἀφρικήν. <box>655 1270 826 1344</box>
article-weather-text-3: Κατὰ νυκτερινὴν ἀνακοίνωσιν τῆς Ἐθνικῆς Μετεωρολογικῆς Ὑπηρεσίας ὁ καιρὸς θὰ εἶναι συννεφώδης μὲ ὑψηλὰς χιονοπτώσεις εἰς τὴν Μακεδονίαν καὶ βροχάς εἰς τὴν Στερεὰν Ἑλλάδα. <box>1367 217 1531 302</box>
brief-german-officer: ΓΕΡΜΑΝΟΣ ΑΞΙΩΜΑΤΙΚΟΣ ΣΥΝΕΛΗΦΘΗ ΩΣ ΠΡΩΗΝ ΝΑΖΙΣΤΗΣ <box>415 1128 634 1157</box>
kicker-china: Παρὰ τὴν ῥωσσικὴν σιωπήν <box>752 1075 910 1091</box>
article-johnson-text: ΟΥΑΣΙΓΚΤΩΝ, 18. (Ἀσσοσ. Πρές).- Ὁ Πρόεδρος Τζόνσον ἀπέστειλε μηνύματα πρὸς τοὺς ἀρχηγοὺς ὅλων τῶν κρατῶν εἰς ἀπάντησιν τῆς Σοβιετικῆς νότας περὶ τῆς εἰρηνικῆς ἐπιλύσεως τῶν ἐδαφικῶν διενέξεων. <box>14 1149 198 1221</box>
deck-rally: 229 ΑΣΣΟΙ ΤΟΥ ΒΟΛΑΝ ΣΥΝΕΧΙΖΟΥΝ ΚΑΝΟΝΙΚΩΣ ΤΗΝ ΠΟΡΕΙΑΝ ΠΡΟΣ ΜΟΝΤΕ ΚΑΡΛΟ.- ΘΑ ΕΧΟΥΝ ΦΘΑΣΕΙ ΜΕΧΡΙ ΤΗΣ ΤΡΙΤΗΣ.- ΕΤΕΡΟΙ 43 ΟΥΔΟΛΑΣ ΕΞΕΚΙΝΗΣΑΝ <box>656 1549 1006 1593</box>
section-frost-mytilene: ΠΑΓΕΤΟΣ ΕΙΣ ΜΥΤΙΛΗΝΗΝ <box>1376 203 1522 215</box>
headline-panama: ΕΚΛΕΙΣΕΝ Η ΠΡΕΣΒΕΙΑ ΤΟΥ ΠΑΝΑΜΑ ΕΙΣ ΟΥΑΣΙΓΚΤΩΝ ΚΑΙ ΟΙ ΔΙΠΛΩΜΑΤΑΙ ΕΠΙΣΤΡΕΦΟΥΝ ΕΙΣ ΤΗΝ ΧΩΡΑΝ ΤΩΝ <box>18 1544 388 1573</box>
article-nasser-text-5: ΚΑΪΡΟΝ, 18. (Ρώυτερ).- Ὁ Πρόεδρος Νασσὲρ ὑπῆρξεν ὁ ἀρχιτέκτων τῆς πολιτικῆς ἐγκαρδιότητος, ἡ ὁποία ἐπεκράτησε κατὰ τὴν διάσκεψιν τῶν Ἀράβων ἀρχηγῶν. <box>1194 1538 1358 1611</box>
edge-letter-2: Ο <box>1552 1576 1568 1597</box>
article-epirus-text: Κατὰ νυκτερινὴν ἀνακοίνωσιν τῆς Ἐθνικῆς Μετεωρολογικῆς Ὑπηρεσίας ὁ καιρὸς θὰ εἶναι συννεφώδης μὲ ὑψηλὰς χιονοπτώσεις εἰς τὴν Μακεδονίαν καὶ βροχάς εἰς τὴν Στερεὰν Ἑλλάδα. <box>1194 1033 1358 1118</box>
brief-earthquake: 35 ΝΕΚΡΟΙ 187 ΤΡΑΥΜΑΤΙΑΙ ΕΚ ΣΕΙΣΜΟΥ ΕΙΣ ΦΟΡΜΟΖΑΝ <box>428 722 620 753</box>
section-police-departed: ΑΝΕΧΩΡΗΣΑΝ ΟΙ ΑΣΤΥΝΟΜΙΚΟΙ <box>213 325 387 337</box>
kicker-officer: Καταγγελία τοῦ βουλευτοῦ κ. Ἰντζέ <box>100 717 306 734</box>
kicker-students: Διακόψαντες τὰς σπουδάς των <box>745 768 917 784</box>
brief-tereshkova-text: ΝΑΙΡΟΜΠΗ, 18. (Ρώυτερ).- Περίπου 500 ἄνεργοι συνεκεντρώθησαν ἔξωθεν τῶν κυβερνητικῶν γραφείων καὶ ἐζήτησαν ὅπως οἱ ὑπουργοὶ πληρώσουν τὰ αὐτοκίνητα των. <box>408 1255 641 1304</box>
brief-baby-text: ΝΑΙΡΟΜΠΗ, 18. (Ρώυτερ).- Περίπου 500 ἄνεργοι συνεκεντρώθησαν ἔξωθεν τῶν κυβερνητικῶν γραφείων καὶ ἐζήτησαν ὅπως οἱ ὑπουργοὶ πληρώσουν τὰ αὐτοκίνητα των. <box>408 662 641 711</box>
brief-baby-sub: ΖΥΓΙΖΕΙ ΗΜΙΣΥ ΚΙΛΟΝ <box>464 649 585 660</box>
headline-bus: Λεωφορεῖον ἀπετεφρώθη ὡς πυροτέχνημα πλησίον τοῦ Στρυμόνος <box>408 28 637 122</box>
section-epirus: ΕΙΣ ΤΗΝ ΗΠΕΙΡΟΝ <box>1225 1019 1327 1031</box>
article-zanzibar-text-3: ΖΑΝΖΙΒΑΡΗ, 18. (Ἀσ. Πρές).- Ἐκπρόσωπος τῆς ἐπαναστατικῆς κυβερνήσεως ἀνεκοίνωσεν ὅτι ἡ Ζανζιβάρη ἀνεκηρύχθη ἐπισήμως «Λαϊκὴ Δημοκρατία τῆς Ζανζιβάρης». <box>14 405 198 466</box>
subhead-attica: Ἐκχιονίζονται αἱ ὁδοὶ εἰς τὴν Ἀττικὴν <box>1131 179 1421 199</box>
headline-johnson: Ὁ Τζόνσον ζητεῖ λῆψιν μέτρων πρὸς ἐνίσχυσιν τοῦ ΟΗΕ καὶ διατήρησιν τῆς εἰρήνης <box>16 1042 390 1112</box>
headline-officer: ΚΑΙ ΕΤΕΡΟΣ ΑΞΙΩΜΑΤΙΚΟΣ ΚΟΜΜΑΤΙΖΕΤΑΙ ΑΝΑΦΑΝΔΟΝ ΥΠΕΡ ΤΗΣ ΕΡΕ <box>17 736 389 809</box>
brief-kenya-kicker: ΕΙΣ ΤΗΝ ΚΕΝΥΑ <box>475 270 573 284</box>
column-left <box>14 0 392 2353</box>
section-newspapers: Η ΔΙΑΣΚΕΨΙΣ ΕΦΗΜΕΡΙΔΩΝ <box>1200 1431 1352 1443</box>
edge-letter-1: Η <box>1553 1548 1568 1570</box>
article-china-text-3: ΠΑΡΙΣΙΟΝ, 18. (Ἀσ. Πρές).- Καθ' ἣν στιγμὴν ἡ Σοβιετικὴ Ἕνωσις τηρεῖ σιωπήν, ἡ Λαϊκὴ Κίνα ἐπιτυγχάνει σημαντικὰ ἀποτελέσματα ἐκ τοῦ ταξιδίου τοῦ κ. Τσοὺ Ἐν Λάϊ εἰς τὴν Βόρειον Ἀφρικήν. <box>655 1193 1007 1400</box>
article-china-text: ΠΑΡΙΣΙΟΝ, 18. (Ἀσ. Πρές).- Καθ' ἣν στιγμὴν ἡ Σοβιετικὴ Ἕνωσις τηρεῖ σιωπήν, ἡ Λαϊκὴ Κίνα ἐπιτυγχάνει σημαντικὰ ἀποτελέσματα ἐκ τοῦ ταξιδίου τοῦ κ. Τσοὺ Ἐν Λάϊ εἰς τὴν Βόρειον Ἀφρικήν. <box>655 1195 826 1268</box>
article-officer-text-4: Πλὴν τοῦ λοχαγοῦ κ. Κοντοπούλου ἀναφέρεται καὶ ἕτερος ἀξιωματικὸς ὁ ὁποῖος διακηρύσσει δημοσίᾳ τὰς πολιτικὰς του πεποιθήσεις ὑπὲρ τῆς ΕΡΕ. <box>208 908 392 969</box>
column-center-right <box>655 265 1007 2353</box>
kicker-bus: Τῆς γραμμῆς Σερρῶν—Νιγρίτης <box>415 4 636 20</box>
section-yemen: ΤΟ ΘΕΜΑ ΤΗΣ ΥΕΜΕΝΗΣ <box>1207 1617 1345 1629</box>
article-panama-text-2: ΟΥΑΣΙΓΚΤΩΝ, 18. (Ἀσ. Πρές).- Ἡ πρεσβεία τοῦ Παναμᾶ ἔκλεισε σήμερον καὶ οἱ διπλωμάται ἐπιστρέφουν εἰς τὴν χώραν των. <box>14 1576 392 1671</box>
deck-china: ΣΟΒΑΡΑ, ΕΠΙΣΗΣ, ΝΙΚΗ Η ΙΔΡΥΣΙΣ ΦΙΛΟΚΙΝΕΖΙΚΟΥ Κ.Κ. ΕΙΣ ΒΡΥΞΕΛΛΑΣ.- ΝΕΑΙ ΣΥΝΟΜΙΛΙΑΙ ΕΙΣ ΤΗΝ ΠΡΩΤΕΥΟΥΣΑΝ ΤΟΥ ΜΑΛΙ.- <box>658 1147 1004 1190</box>
subhead-zanzibar: Ἐκλήθησαν ἀστυνομικοὶ ἐκ Ταγκανίκας <box>48 223 358 243</box>
bus-photo-illustration <box>656 266 1007 560</box>
brief-kenya-headline: ΟΙ ΑΝΕΡΓΟΙ ΖΗΤΟΥΝ ΑΠΟ ΤΟΥΣ ΥΠΟΥΡΓΟΥΣ ΝΑ ΠΛΗΡΩΣΟΥΝ ΤΑ ΑΥΤΟΚΙΝΗΤΑ ΤΩΝ <box>422 289 626 334</box>
brief-diplomats: ΟΙ ΑΜΕΡΙΚΑΝΟΙ ΔΙΠΛΩΜΑΤΑΙ <box>445 393 604 405</box>
river-photo-illustration <box>1022 321 1346 615</box>
section-middle-east: ΕΙΣ ΤΗΝ ΜΕΣΗΝ ΑΝΑΤΟΛΗΝ <box>1200 1125 1352 1137</box>
